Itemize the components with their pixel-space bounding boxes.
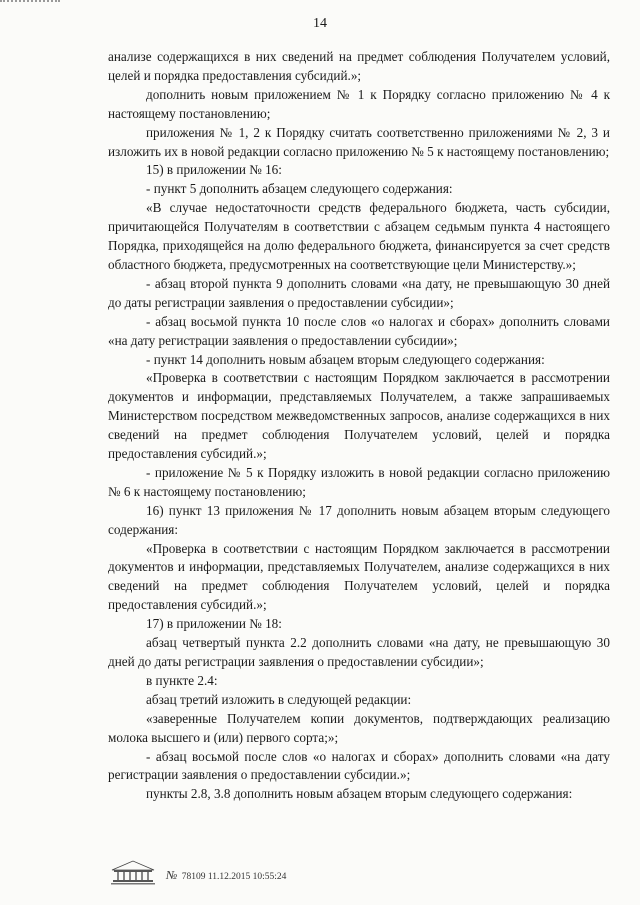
registration-stamp	[100, 858, 500, 890]
paragraph: - пункт 14 дополнить новым абзацем вторым следующего содержания:	[146, 351, 545, 367]
registration-number-datetime: 78109 11.12.2015 10:55:24	[181, 872, 287, 882]
paragraph: - пункт 5 дополнить абзацем следующего содержания:	[146, 181, 453, 197]
paragraph: анализе содержащихся в них сведений на предмет соблюдения Получателем условий, целей и порядка предоставления субсидий.»;	[108, 49, 610, 83]
page-number: 14	[313, 16, 327, 31]
scan-corner-mark	[0, 0, 60, 6]
paragraph: 16) пункт 13 приложения № 17 дополнить новым абзацем вторым следующего содержания:	[108, 502, 610, 537]
paragraph: пункты 2.8, 3.8 дополнить новым абзацем вторым следующего содержания:	[146, 786, 573, 802]
paragraph: «заверенные Получателем копии документов, подтверждающих реализацию молока высшего и (или) первого сорта;»;	[108, 710, 610, 745]
government-building-icon	[108, 858, 158, 886]
paragraph: абзац третий изложить в следующей редакции:	[146, 691, 412, 707]
paragraph: - абзац восьмой после слов «о налогах и сборах» дополнить словами «на дату регистрации заявления о предоставлении субсидии.»;	[108, 748, 610, 783]
paragraph: - приложение № 5 к Порядку изложить в новой редакции согласно приложению № 6 к настоящему постановлению;	[108, 464, 610, 499]
paragraph: «В случае недостаточности средств федерального бюджета, часть субсидии, причитающейся Получателям в соответствии с абзацем седьмым пункта 4 настоящего Порядка, приходящейся на долю федерального бюджета, финансируется за счет средств областного бюджета, предусмотренных на соответствующие цели Министерству.»;	[108, 200, 610, 272]
paragraph: «Проверка в соответствии с настоящим Порядком заключается в рассмотрении документов и информации, представляемых Получателем, анализе содержащихся в них сведений на предмет соблюдения Получателем условий, целей и порядка предоставления субсидий.»;	[108, 540, 610, 613]
paragraph: приложения № 1, 2 к Порядку считать соответственно приложениями № 2, 3 и изложить их в новой редакции согласно приложению № 5 к настоящему постановлению;	[108, 124, 610, 159]
paragraph: 15) в приложении № 16:	[146, 162, 282, 178]
paragraph: в пункте 2.4:	[146, 672, 218, 688]
document-body	[108, 48, 610, 804]
paragraph: - абзац второй пункта 9 дополнить словами «на дату, не превышающую 30 дней до даты регистрации заявления о предоставлении субсидии»;	[108, 275, 610, 310]
paragraph: абзац четвертый пункта 2.2 дополнить словами «на дату, не превышающую 30 дней до даты регистрации заявления о предоставлении субсидии»;	[108, 635, 610, 669]
number-sign: №	[166, 868, 178, 882]
stamp-text	[166, 868, 286, 883]
paragraph: 17) в приложении № 18:	[146, 616, 282, 632]
paragraph: - абзац восьмой пункта 10 после слов «о налогах и сборах» дополнить словами «на дату регистрации заявления о предоставлении субсидии»;	[108, 313, 610, 348]
paragraph: «Проверка в соответствии с настоящим Порядком заключается в рассмотрении документов и информации, представляемых Получателем, а также запрашиваемых Министерством посредством межведомственных запросов, анализе содержащихся в них сведений на предмет соблюдения Получателем условий, целей и порядка предоставления субсидий.»;	[108, 370, 610, 462]
paragraph: дополнить новым приложением № 1 к Порядку согласно приложению № 4 к настоящему постановлению;	[108, 86, 610, 121]
